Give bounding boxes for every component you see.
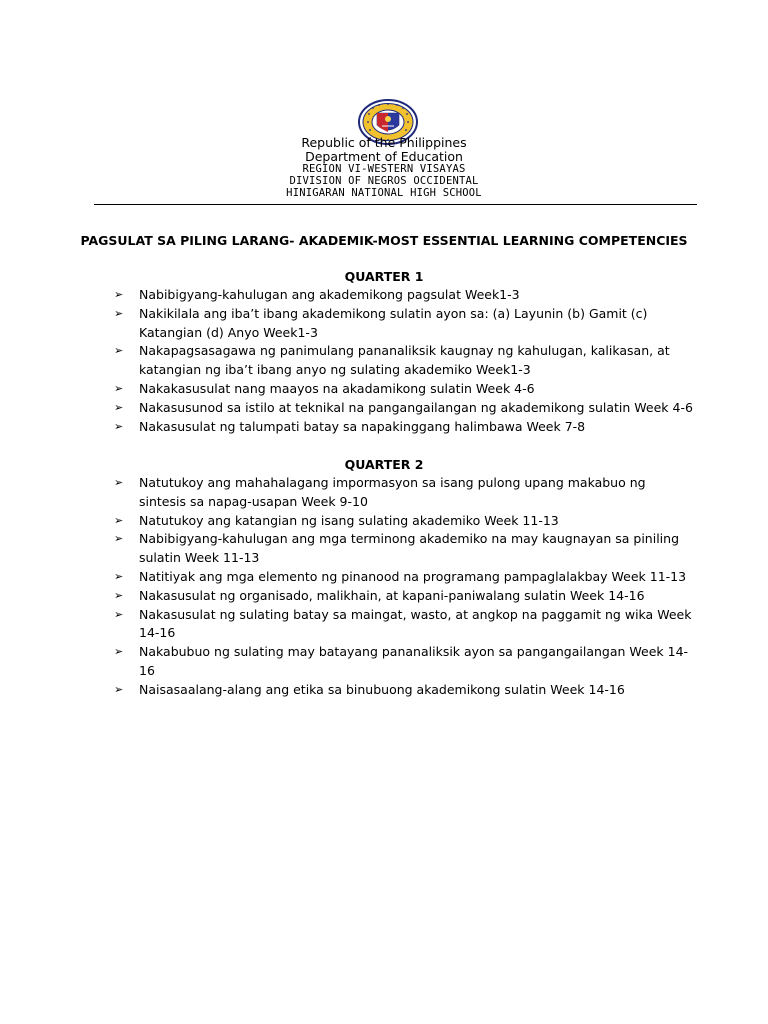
competency-item bbox=[114, 643, 694, 681]
competency-item bbox=[114, 474, 694, 512]
arrow-bullet-icon: ➢ bbox=[114, 569, 124, 583]
competency-item bbox=[114, 305, 694, 343]
competency-text: Naisasaalang-alang ang etika sa binubuong akademikong sulatin Week 14-16 bbox=[139, 681, 625, 697]
competency-text: Nabibigyang-kahulugan ang mga terminong akademiko na may kaugnayan sa piniling sulatin Week 11-13 bbox=[139, 531, 680, 566]
competency-text: Nakasusunod sa istilo at teknikal na pangangailangan ng akademikong sulatin Week 4-6 bbox=[139, 399, 693, 415]
arrow-bullet-icon: ➢ bbox=[114, 588, 124, 602]
competency-item bbox=[114, 568, 694, 587]
arrow-bullet-icon: ➢ bbox=[114, 645, 124, 659]
competency-text: Nakapagsasagawa ng panimulang pananaliksik kaugnay ng kahulugan, kalikasan, at katangian ng iba’t ibang anyo ng sulating akademiko Week1-3 bbox=[139, 343, 670, 378]
competency-text: Nakabubuo ng sulating may batayang pananaliksik ayon sa pangangailangan Week 14-16 bbox=[139, 644, 689, 678]
division-name: DIVISION OF NEGROS OCCIDENTAL bbox=[289, 175, 479, 187]
competency-item bbox=[114, 681, 694, 700]
arrow-bullet-icon: ➢ bbox=[114, 607, 124, 621]
school-name: HINIGARAN NATIONAL HIGH SCHOOL bbox=[286, 187, 482, 199]
arrow-bullet-icon: ➢ bbox=[114, 306, 124, 320]
competency-text: Nakakasusulat nang maayos na akadamikong sulatin Week 4-6 bbox=[139, 380, 535, 396]
competency-text: Natutukoy ang mahahalagang impormasyon sa isang pulong upang makabuo ng sintesis sa napag-usapan Week 9-10 bbox=[139, 475, 646, 509]
quarter-1-heading: QUARTER 1 bbox=[344, 269, 424, 284]
quarter-2-heading: QUARTER 2 bbox=[344, 457, 424, 472]
arrow-bullet-icon: ➢ bbox=[114, 682, 124, 696]
competency-item bbox=[114, 342, 694, 380]
competency-item bbox=[114, 530, 694, 568]
competency-text: Nakikilala ang iba’t ibang akademikong sulatin ayon sa: (a) Layunin (b) Gamit (c) Katangian (d) Anyo Week1-3 bbox=[139, 305, 648, 340]
competency-text: Natitiyak ang mga elemento ng pinanood na programang pampaglalakbay Week 11-13 bbox=[139, 568, 687, 584]
arrow-bullet-icon: ➢ bbox=[114, 381, 124, 395]
competency-item bbox=[114, 606, 694, 644]
competency-item bbox=[114, 399, 694, 418]
region-name: REGION VI-WESTERN VISAYAS bbox=[302, 163, 466, 175]
competency-text: Natutukoy ang katangian ng isang sulating akademiko Week 11-13 bbox=[139, 512, 559, 528]
department-name: Department of Education bbox=[305, 149, 463, 164]
competency-item bbox=[114, 380, 694, 399]
document-title: PAGSULAT SA PILING LARANG- AKADEMIK-MOST ESSENTIAL LEARNING COMPETENCIES bbox=[80, 233, 688, 248]
competency-item bbox=[114, 418, 694, 437]
country-name: Republic of the Philippines bbox=[301, 135, 467, 150]
competency-item bbox=[114, 512, 694, 531]
arrow-bullet-icon: ➢ bbox=[114, 476, 124, 489]
competency-item bbox=[114, 286, 694, 305]
quarter-1-competency-list bbox=[114, 286, 694, 436]
arrow-bullet-icon: ➢ bbox=[114, 419, 124, 433]
header-divider bbox=[94, 204, 697, 205]
arrow-bullet-icon: ➢ bbox=[114, 288, 124, 301]
arrow-bullet-icon: ➢ bbox=[114, 400, 124, 414]
competency-item bbox=[114, 587, 694, 606]
arrow-bullet-icon: ➢ bbox=[114, 344, 124, 358]
competency-text: Nabibigyang-kahulugan ang akademikong pagsulat Week1-3 bbox=[139, 287, 520, 302]
arrow-bullet-icon: ➢ bbox=[114, 532, 124, 546]
competency-text: Nakasusulat ng talumpati batay sa napakinggang halimbawa Week 7-8 bbox=[139, 418, 586, 434]
quarter-2-competency-list bbox=[114, 474, 694, 700]
competency-text: Nakasusulat ng organisado, malikhain, at kapani-paniwalang sulatin Week 14-16 bbox=[139, 587, 645, 603]
arrow-bullet-icon: ➢ bbox=[114, 513, 124, 527]
competency-text: Nakasusulat ng sulating batay sa maingat, wasto, at angkop na paggamit ng wika Week 14-16 bbox=[139, 606, 692, 641]
